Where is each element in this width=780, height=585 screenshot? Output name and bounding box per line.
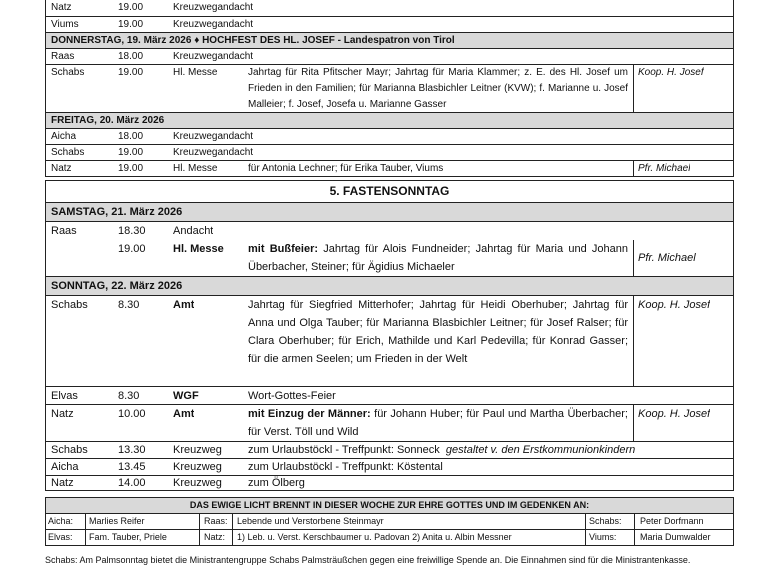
day-header-text: SAMSTAG, 21. März 2026 <box>51 206 183 218</box>
time: 19.00 <box>118 163 144 174</box>
mass-intention: für Antonia Lechner; für Erika Tauber, Viums <box>248 163 444 174</box>
section-title-text: 5. FASTENSONNTAG <box>329 184 450 198</box>
time: 18.30 <box>118 225 146 237</box>
intention-highlight: mit Einzug der Männer: <box>248 408 371 420</box>
service-type: Kreuzwegandacht <box>173 2 254 13</box>
day-header-text: FREITAG, 20. März 2026 <box>51 115 165 126</box>
location-label: Viums: <box>589 532 617 542</box>
service-type: Hl. Messe <box>173 243 224 255</box>
day-header-text: DONNERSTAG, 19. März 2026 ♦ HOCHFEST DES HL. JOSEF - Landespatron von Tirol <box>51 35 455 46</box>
location-label: Schabs: <box>589 516 622 526</box>
column-divider <box>85 514 86 530</box>
priest: Koop. H. Josef <box>638 67 704 78</box>
mass-intention <box>248 405 628 441</box>
sunday-schedule <box>45 180 734 491</box>
day-header <box>46 276 733 295</box>
intention-note: gestaltet v. den Erstkommunionkindern <box>445 444 636 456</box>
mass-intention <box>248 240 628 276</box>
location: Natz <box>51 477 74 489</box>
schedule-row <box>46 144 733 160</box>
priest: Pfr. Michael <box>638 252 696 264</box>
column-divider <box>232 514 233 530</box>
dedication: Marlies Reifer <box>89 516 145 526</box>
location: Schabs <box>51 444 88 456</box>
service-type: WGF <box>173 390 199 402</box>
priest: Pfr. Michael <box>638 163 691 174</box>
week-schedule-top <box>45 0 734 177</box>
eternal-light-box <box>45 497 734 546</box>
location: Raas <box>51 51 75 62</box>
dedication: Maria Dumwalder <box>640 532 711 542</box>
eternal-light-title-text: DAS EWIGE LICHT BRENNT IN DIESER WOCHE ZUR EHRE GOTTES UND IM GEDENKEN AN: <box>189 500 590 510</box>
schedule-group <box>46 221 733 276</box>
location: Natz <box>51 408 74 420</box>
time: 18.00 <box>118 131 144 142</box>
priest: Koop. H. Josef <box>638 299 711 311</box>
time: 13.30 <box>118 444 146 456</box>
service-type: Amt <box>173 408 195 420</box>
intention-text: Jahrtag für Alois Fundneider; Jahrtag für Maria und Johann Überbacher, Steiner; für Ägidius Michaeler <box>248 243 628 273</box>
time: 19.00 <box>118 19 144 30</box>
column-divider <box>199 530 200 546</box>
time: 14.00 <box>118 477 146 489</box>
location-label: Aicha: <box>48 516 74 526</box>
mass-intention: zum Ölberg <box>248 477 305 489</box>
location: Schabs <box>51 67 85 78</box>
schedule-row <box>46 441 733 458</box>
dedication: 1) Leb. u. Verst. Kerschbaumer u. Padovan 2) Anita u. Albin Messner <box>237 532 512 542</box>
service-type: Kreuzwegandacht <box>173 51 254 62</box>
time: 8.30 <box>118 299 140 311</box>
location: Schabs <box>51 299 88 311</box>
column-divider <box>85 530 86 546</box>
priest: Koop. H. Josef <box>638 408 711 420</box>
time: 8.30 <box>118 390 140 402</box>
schedule-row <box>46 16 733 32</box>
location: Natz <box>51 163 72 174</box>
service-type: Kreuzwegandacht <box>173 19 254 30</box>
schedule-row <box>46 64 733 112</box>
time: 19.00 <box>118 243 146 255</box>
column-divider <box>633 405 634 442</box>
location: Aicha <box>51 131 77 142</box>
column-divider <box>633 161 634 177</box>
column-divider <box>585 514 586 530</box>
day-header-text: SONNTAG, 22. März 2026 <box>51 280 183 292</box>
schedule-row <box>46 160 733 176</box>
column-divider <box>232 530 233 546</box>
intention-text: zum Urlaubstöckl - Treffpunkt: Sonneck <box>248 444 440 456</box>
section-title <box>46 181 733 202</box>
location: Elvas <box>51 390 78 402</box>
schedule-row <box>46 458 733 475</box>
service-type: Kreuzwegandacht <box>173 131 254 142</box>
eternal-light-row <box>46 513 733 529</box>
location-label: Natz: <box>204 532 226 542</box>
eternal-light-title <box>46 498 733 513</box>
service-type: Hl. Messe <box>173 67 218 78</box>
schedule-row <box>46 404 733 441</box>
intention-text: für Johann Huber; für Paul und Martha Überbacher; für Verst. Töll und Wild <box>248 408 628 438</box>
schedule-row <box>46 475 733 490</box>
location: Natz <box>51 2 72 13</box>
time: 19.00 <box>118 147 144 158</box>
eternal-light-row <box>46 529 733 545</box>
service-type: Kreuzwegandacht <box>173 147 254 158</box>
service-type: Kreuzweg <box>173 461 222 473</box>
time: 13.45 <box>118 461 146 473</box>
time: 19.00 <box>118 67 144 78</box>
time: 19.00 <box>118 2 144 13</box>
schedule-row <box>46 386 733 404</box>
column-divider <box>634 514 635 530</box>
day-header <box>46 202 733 221</box>
day-header <box>46 112 733 128</box>
mass-intention: Wort-Gottes-Feier <box>248 390 336 402</box>
time: 10.00 <box>118 408 146 420</box>
schedule-row <box>46 48 733 64</box>
mass-intention: Jahrtag für Rita Pfitscher Mayr; Jahrtag für Maria Klammer; z. E. des Hl. Josef um Frieden in den Familien; für Marianna Blasbichler Leitner (KVW); f. Marianne u. Josef Malleier; f. Josef, Josefa u. Marianne Gasser <box>248 67 628 111</box>
location: Viums <box>51 19 79 30</box>
location: Raas <box>51 225 77 237</box>
column-divider <box>633 65 634 113</box>
service-type: Kreuzweg <box>173 444 222 456</box>
intention-highlight: mit Bußfeier: <box>248 243 319 255</box>
location: Schabs <box>51 147 85 158</box>
location-label: Raas: <box>204 516 228 526</box>
service-type: Andacht <box>173 225 214 237</box>
service-type: Kreuzweg <box>173 477 222 489</box>
schedule-row <box>46 0 733 16</box>
column-divider <box>634 530 635 546</box>
dedication: Lebende und Verstorbene Steinmayr <box>237 516 384 526</box>
day-header <box>46 32 733 48</box>
dedication: Peter Dorfmann <box>640 516 704 526</box>
column-divider <box>633 296 634 387</box>
mass-intention <box>248 442 635 459</box>
time: 18.00 <box>118 51 144 62</box>
column-divider <box>199 514 200 530</box>
location-label: Elvas: <box>48 532 73 542</box>
footer-note: Schabs: Am Palmsonntag bietet die Ministrantengruppe Schabs Palmsträußchen gegen eine freiwillige Spende an. Die Einnahmen sind für die Ministrantenkasse. <box>45 555 691 565</box>
column-divider <box>585 530 586 546</box>
mass-intention: zum Urlaubstöckl - Treffpunkt: Köstental <box>248 461 443 473</box>
schedule-row <box>46 295 733 386</box>
dedication: Fam. Tauber, Priele <box>89 532 167 542</box>
schedule-row <box>46 128 733 144</box>
service-type: Amt <box>173 299 195 311</box>
service-type: Hl. Messe <box>173 163 218 174</box>
mass-intention: Jahrtag für Siegfried Mitterhofer; Jahrtag für Heidi Oberhuber; Jahrtag für Anna und Olga Tauber; für Marianna Blasbichler Leitner; für Josef Ralser; für Clara Oberhuber; für Erich, Mathilde und Karl Pedevilla; für Konrad Gasser; für die armen Seelen; um Frieden in der Welt <box>248 299 628 365</box>
location: Aicha <box>51 461 79 473</box>
column-divider <box>633 240 634 277</box>
